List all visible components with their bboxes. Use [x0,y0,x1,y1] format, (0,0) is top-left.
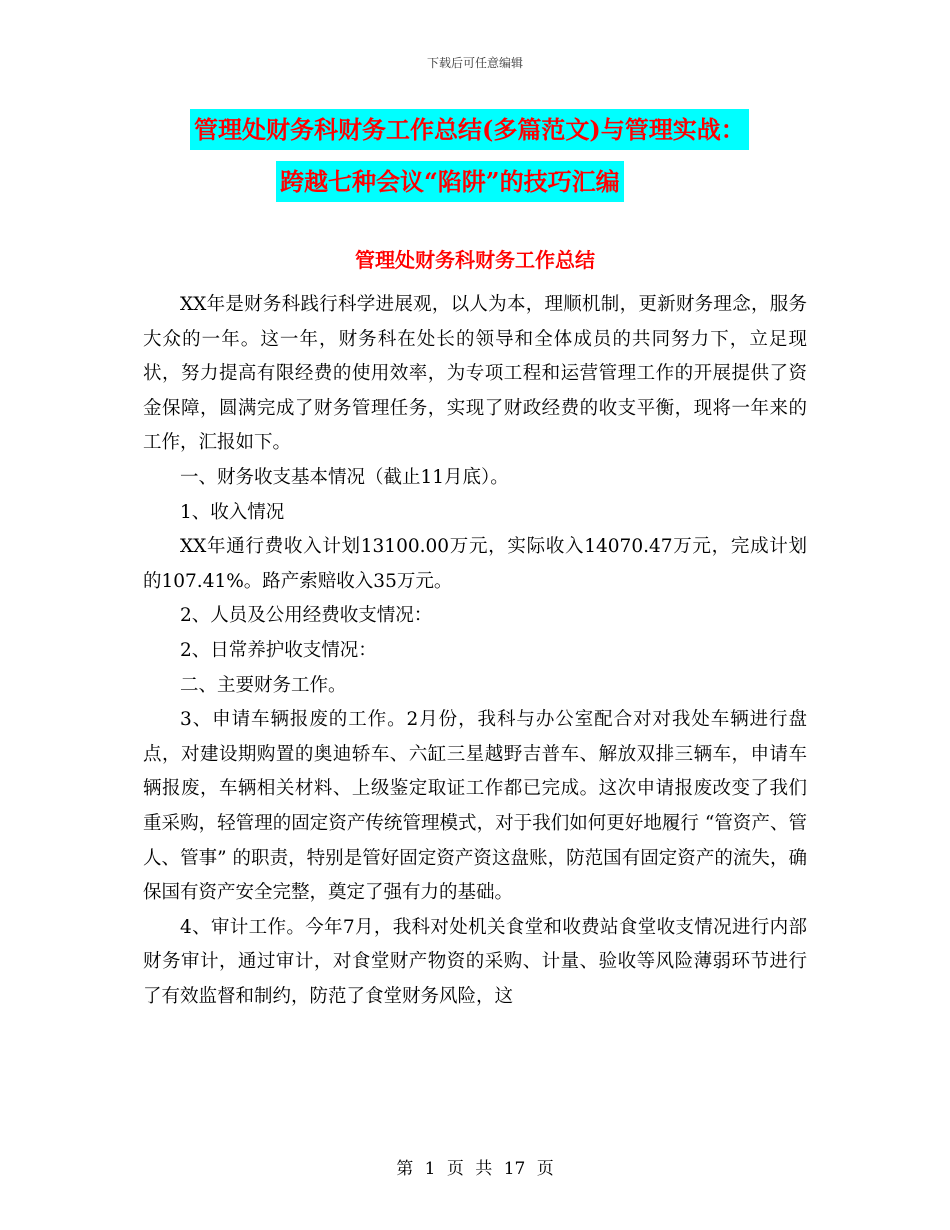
section-title: 管理处财务科财务工作总结 [355,248,595,272]
title-line-2 [190,156,802,208]
title-line-2-text: 跨越七种会议“陷阱”的技巧汇编 [276,161,624,202]
paragraph-income-details: XX年通行费收入计划13100.00万元，实际收入14070.47万元，完成计划的107.41%。路产索赔收入35万元。 [143,536,807,592]
paragraph-heading-maintenance: 2、日常养护收支情况： [180,639,377,661]
page-number-footer: 第 1 页 共 17 页 [396,1159,554,1179]
paragraph-heading-staff-expenses: 2、人员及公用经费收支情况： [180,605,433,627]
paragraph-heading-main-work: 二、主要财务工作。 [180,674,347,696]
document-title [190,104,802,208]
paragraph-vehicle-scrapping: 3、申请车辆报废的工作。2月份，我科与办公室配合对对我处车辆进行盘点，对建设期购置的奥迪轿车、六缸三星越野吉普车、解放双排三辆车，申请车辆报废，车辆相关材料、上级鉴定取证工作都已完成。这次申请报废改变了我们重采购，轻管理的固定资产传统管理模式，对于我们如何更好地履行 “管资产、管人、管事” 的职责，特别是管好固定资产资这盘账，防范国有固定资产的流失，确保国有资产安全完整，奠定了强有力的基础。 [143,709,807,904]
paragraph-intro: XX年是财务科践行科学进展观，以人为本，理顺机制，更新财务理念，服务大众的一年。这一年，财务科在处长的领导和全体成员的共同努力下，立足现状，努力提高有限经费的使用效率，为专项工程和运营管理工作的开展提供了资金保障，圆满完成了财务管理任务，实现了财政经费的收支平衡，现将一年来的工作，汇报如下。 [143,294,807,454]
page-header-note: 下载后可任意编辑 [426,56,523,70]
document-body [143,288,807,1014]
paragraph-audit: 4、审计工作。今年7月，我科对处机关食堂和收费站食堂收支情况进行内部财务审计，通过审计，对食堂财产物资的采购、计量、验收等风险薄弱环节进行了有效监督和制约，防范了食堂财务风险，这 [143,916,807,1007]
title-line-1-text: 管理处财务科财务工作总结(多篇范文)与管理实战： [190,109,749,150]
paragraph-heading-income-overview: 一、财务收支基本情况（截止11月底）。 [180,466,509,488]
title-line-1 [190,104,802,156]
paragraph-heading-income: 1、收入情况 [180,501,285,523]
